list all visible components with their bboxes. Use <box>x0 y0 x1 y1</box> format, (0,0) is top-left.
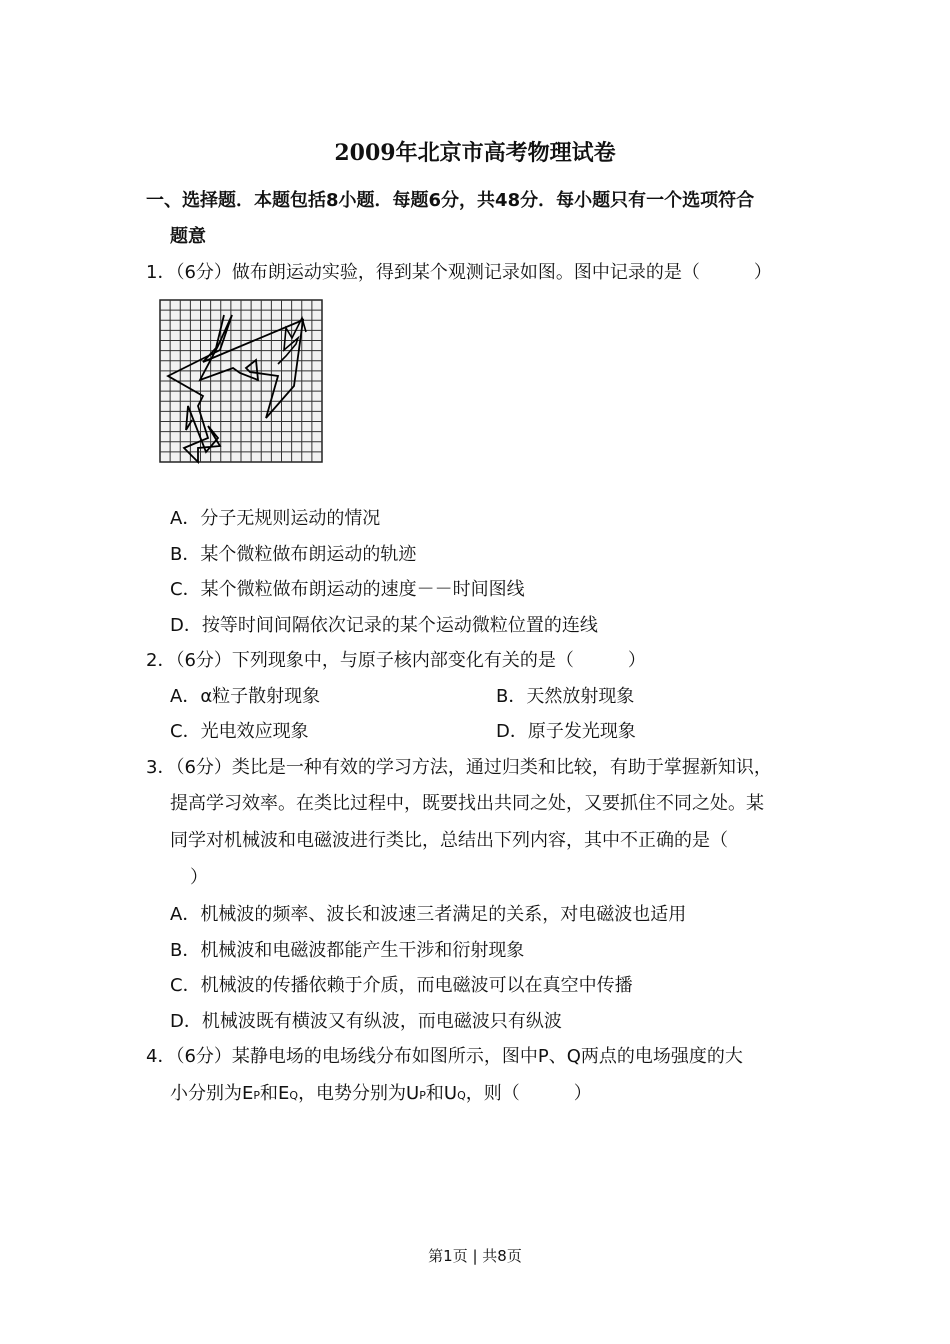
question-3-stem-line2: 提高学习效率。在类比过程中，既要找出共同之处，又要抓住不同之处。某 <box>170 793 764 814</box>
question-3-stem-line4: ） <box>190 867 208 888</box>
q4-text-e: ，则（ ） <box>465 1083 592 1104</box>
question-3-stem-line3: 同学对机械波和电磁波进行类比，总结出下列内容，其中不正确的是（ <box>170 830 728 851</box>
q2-option-b[interactable]: B．天然放射现象 <box>496 686 635 707</box>
brownian-motion-figure <box>158 298 328 466</box>
page-title: 2009年北京市高考物理试卷 <box>334 140 616 166</box>
q2-option-a[interactable]: A．α粒子散射现象 <box>170 686 321 707</box>
q4-text-d: 和U <box>425 1083 458 1104</box>
q4-sub-ep: P <box>253 1089 261 1102</box>
q4-sub-up: P <box>419 1089 426 1102</box>
question-2-stem: 2．（6分）下列现象中，与原子核内部变化有关的是（ ） <box>146 650 646 671</box>
q4-sub-uq: Q <box>457 1089 466 1102</box>
section-heading: 一、选择题．本题包括8小题．每题6分，共48分．每小题只有一个选项符合 <box>146 190 755 211</box>
q2-option-c[interactable]: C．光电效应现象 <box>170 721 309 742</box>
q1-option-d[interactable]: D．按等时间间隔依次记录的某个运动微粒位置的连线 <box>170 615 598 636</box>
q4-sub-eq: Q <box>289 1089 299 1102</box>
q3-option-b[interactable]: B．机械波和电磁波都能产生干涉和衍射现象 <box>170 940 525 961</box>
q4-text-a: 小分别为E <box>170 1083 254 1104</box>
q2-option-d[interactable]: D．原子发光现象 <box>496 721 636 742</box>
q3-option-a[interactable]: A．机械波的频率、波长和波速三者满足的关系，对电磁波也适用 <box>170 904 687 925</box>
q1-option-b[interactable]: B．某个微粒做布朗运动的轨迹 <box>170 544 417 565</box>
q4-text-b: 和E <box>260 1083 290 1104</box>
question-1-stem: 1．（6分）做布朗运动实验，得到某个观测记录如图。图中记录的是（ ） <box>146 262 772 283</box>
question-3-stem: 3．（6分）类比是一种有效的学习方法，通过归类和比较，有助于掌握新知识， <box>146 757 772 778</box>
q1-option-a[interactable]: A．分子无规则运动的情况 <box>170 508 381 529</box>
q3-option-d[interactable]: D．机械波既有横波又有纵波，而电磁波只有纵波 <box>170 1011 562 1032</box>
question-4-stem: 4．（6分）某静电场的电场线分布如图所示，图中P、Q两点的电场强度的大 <box>146 1046 743 1067</box>
question-4-stem-line2 <box>170 1082 592 1108</box>
q1-option-c[interactable]: C．某个微粒做布朗运动的速度－－时间图线 <box>170 579 525 600</box>
page-footer: 第1页 | 共8页 <box>428 1247 522 1265</box>
section-heading-cont: 题意 <box>170 226 206 247</box>
q3-option-c[interactable]: C．机械波的传播依赖于介质，而电磁波可以在真空中传播 <box>170 975 633 996</box>
q4-text-c: ，电势分别为U <box>298 1083 420 1104</box>
